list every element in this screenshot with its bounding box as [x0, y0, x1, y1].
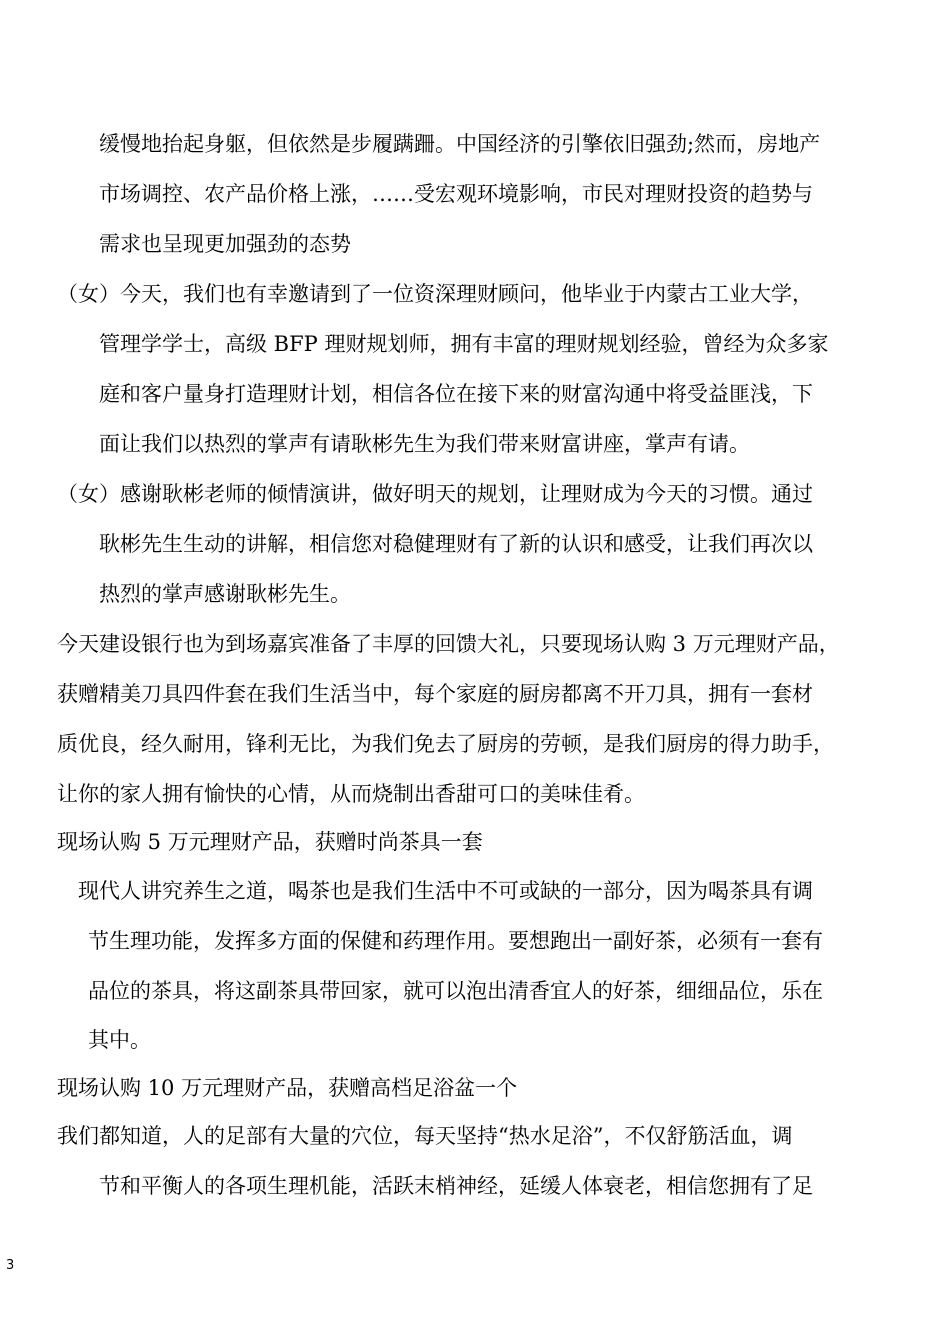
text-line: 今天建设银行也为到场嘉宾准备了丰厚的回馈大礼，只要现场认购 3 万元理财产品，	[57, 632, 840, 656]
text-line: 热烈的掌声感谢耿彬先生。	[99, 582, 351, 606]
text-line: 获赠精美刀具四件套在我们生活当中，每个家庭的厨房都离不开刀具，拥有一套材	[57, 682, 813, 706]
text-line: 现场认购 10 万元理财产品，获赠高档足浴盆一个	[57, 1076, 518, 1100]
text-line: 缓慢地抬起身躯，但依然是步履蹒跚。中国经济的引擎依旧强劲;然而，房地产	[99, 132, 821, 156]
text-line: 市场调控、农产品价格上涨，……受宏观环境影响，市民对理财投资的趋势与	[99, 182, 813, 206]
text-line: 节生理功能，发挥多方面的保健和药理作用。要想跑出一副好茶，必须有一套有	[88, 929, 823, 953]
text-line: 耿彬先生生动的讲解，相信您对稳健理财有了新的认识和感受，让我们再次以	[99, 532, 813, 556]
text-line: 质优良，经久耐用，锋利无比，为我们免去了厨房的劳顿，是我们厨房的得力助手，	[57, 732, 834, 756]
text-line: 现代人讲究养生之道，喝茶也是我们生活中不可或缺的一部分，因为喝茶具有调	[78, 879, 813, 903]
text-line: 面让我们以热烈的掌声有请耿彬先生为我们带来财富讲座，掌声有请。	[99, 432, 750, 456]
text-line: 其中。	[88, 1028, 151, 1052]
text-line: 品位的茶具，将这副茶具带回家，就可以泡出清香宜人的好茶，细细品位，乐在	[88, 979, 823, 1003]
text-line: 我们都知道，人的足部有大量的穴位，每天坚持“热水足浴”，不仅舒筋活血，调	[57, 1124, 793, 1148]
text-line: （女）感谢耿彬老师的倾情演讲，做好明天的规划，让理财成为今天的习惯。通过	[57, 482, 813, 506]
text-line: 庭和客户量身打造理财计划，相信各位在接下来的财富沟通中将受益匪浅，下	[99, 382, 813, 406]
text-line: （女）今天，我们也有幸邀请到了一位资深理财顾问，他毕业于内蒙古工业大学，	[57, 282, 813, 306]
text-line: 节和平衡人的各项生理机能，活跃末梢神经，延缓人体衰老，相信您拥有了足	[99, 1174, 813, 1198]
text-line: 需求也呈现更加强劲的态势	[99, 232, 351, 256]
page-number: 3	[6, 1258, 15, 1273]
text-line: 让你的家人拥有愉快的心情，从而烧制出香甜可口的美味佳肴。	[57, 782, 645, 806]
text-line: 管理学学士，高级 BFP 理财规划师，拥有丰富的理财规划经验，曾经为众多家	[99, 332, 829, 356]
text-line: 现场认购 5 万元理财产品，获赠时尚茶具一套	[57, 830, 483, 854]
